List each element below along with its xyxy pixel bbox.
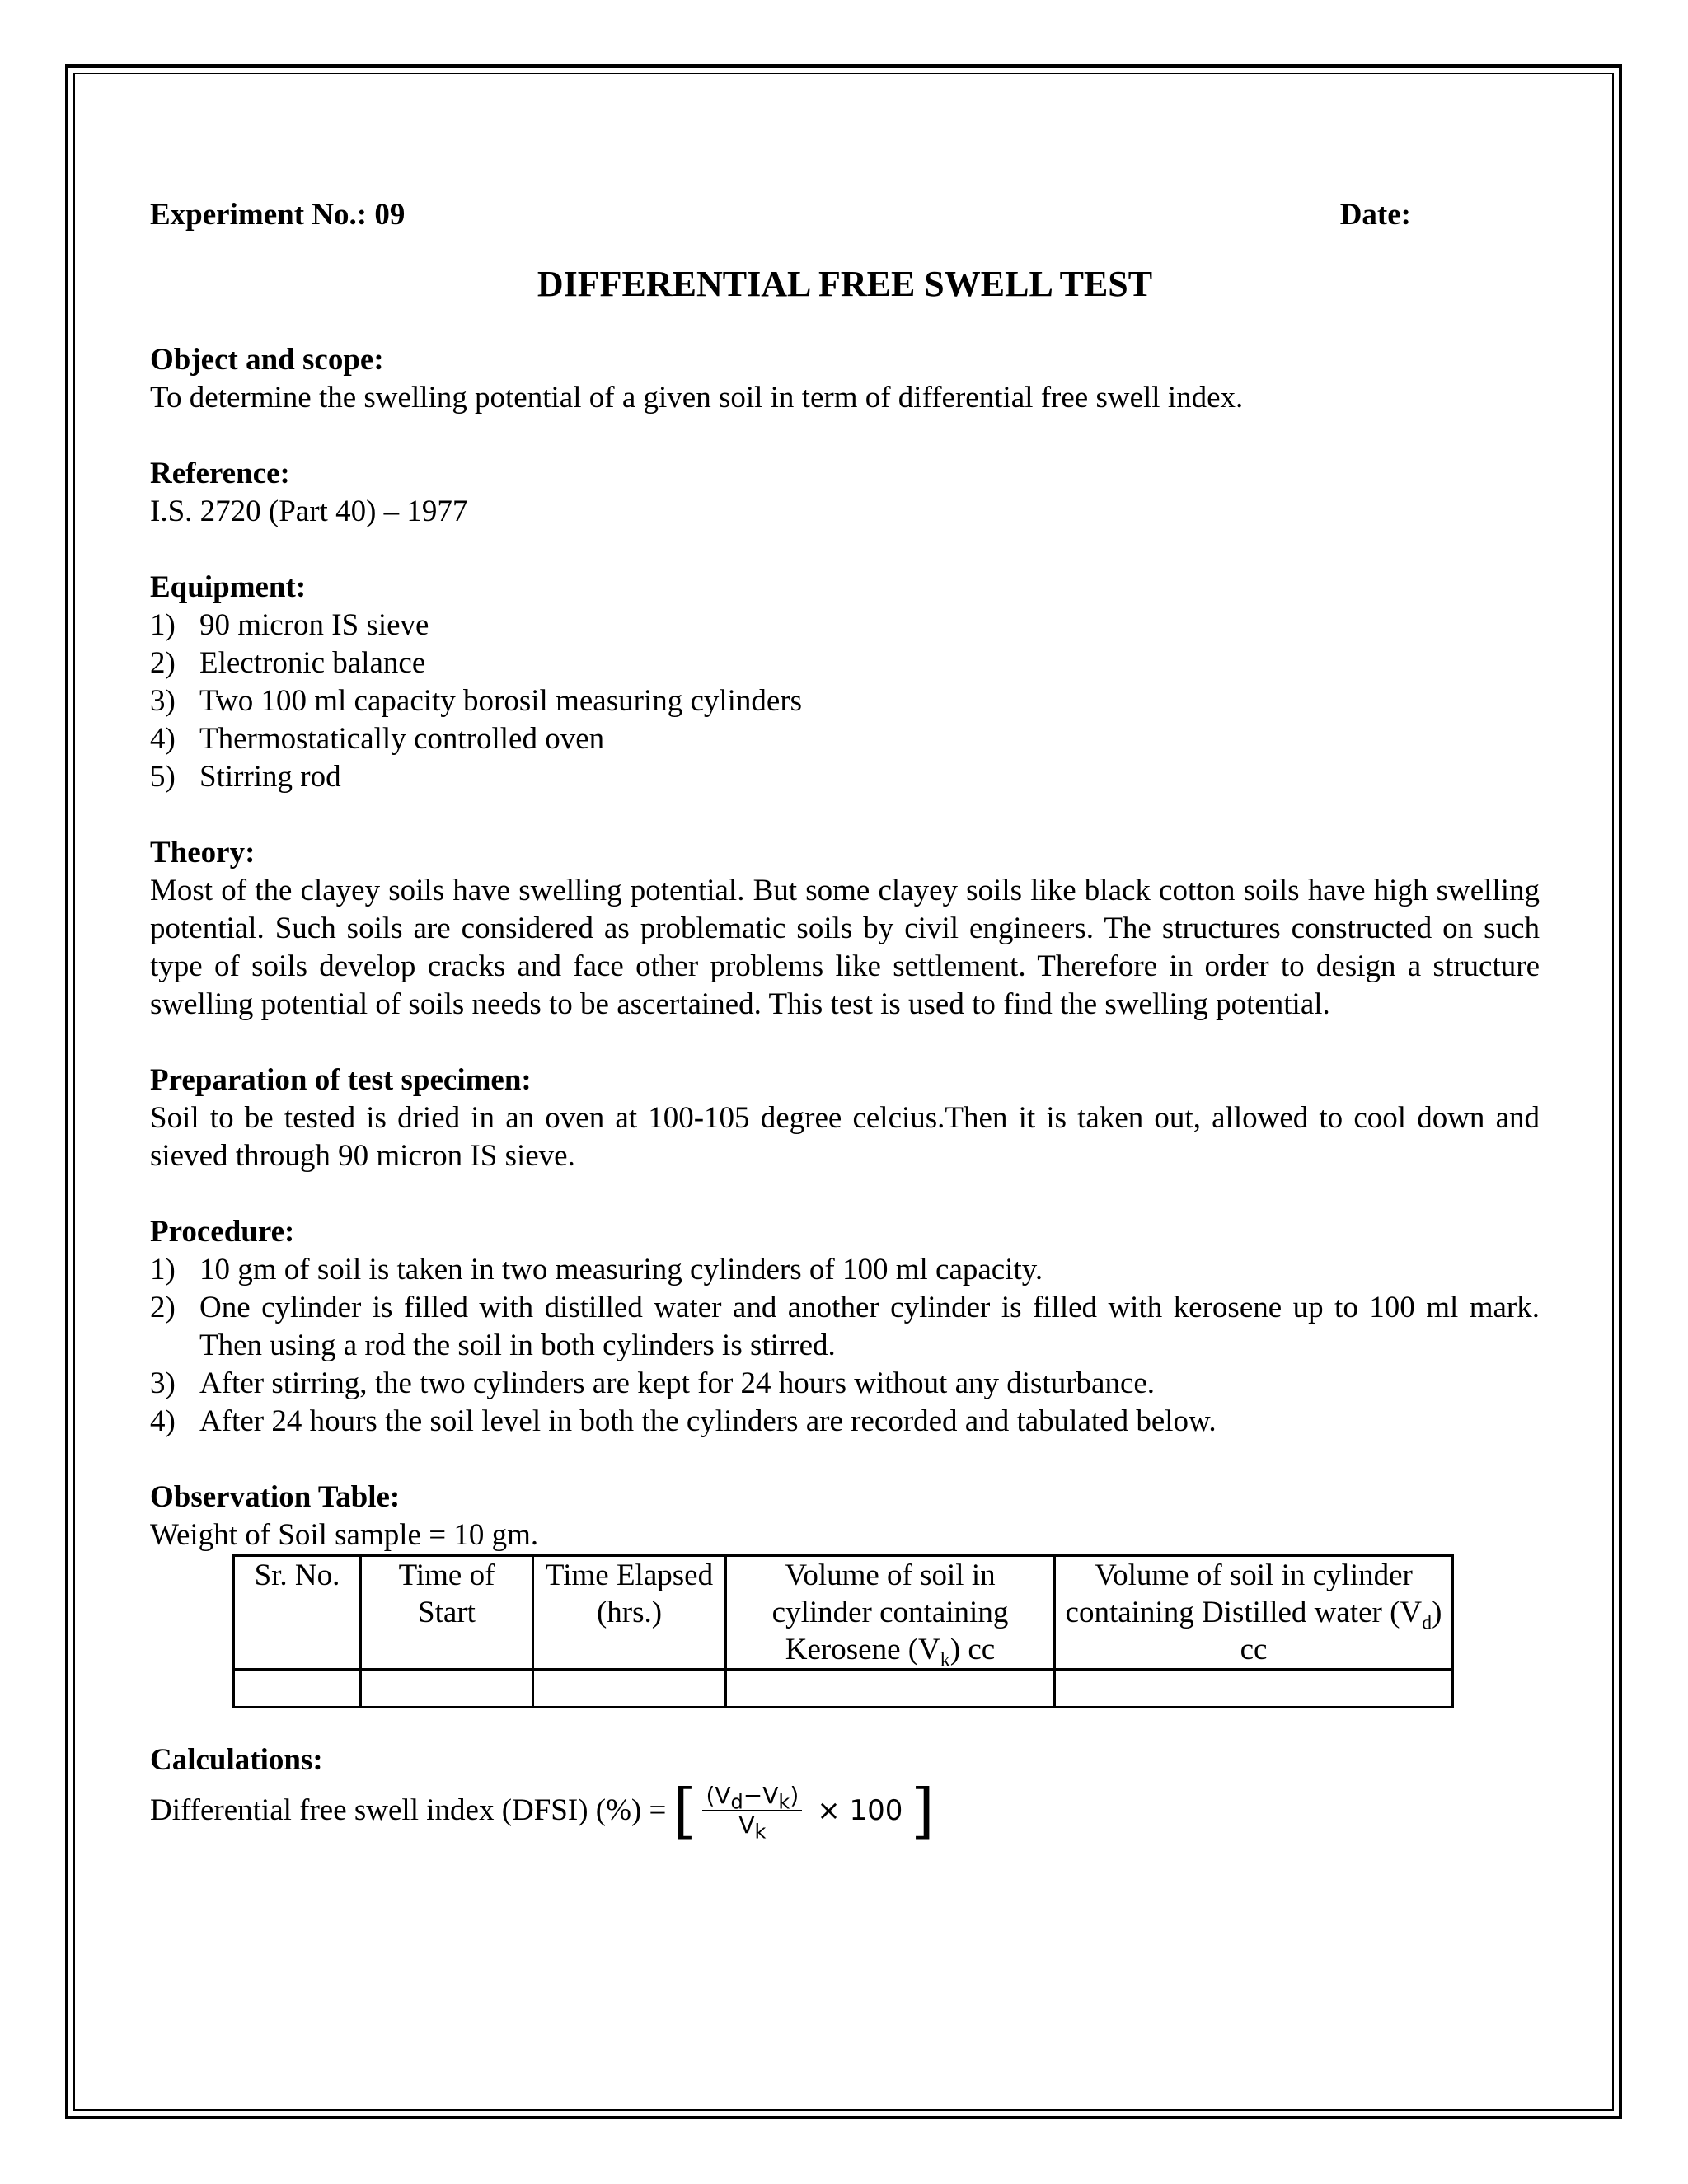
formula-part: −V — [743, 1782, 779, 1809]
table-cell[interactable] — [533, 1670, 726, 1708]
list-number: 4) — [150, 722, 176, 756]
table-cell[interactable] — [726, 1670, 1055, 1708]
subscript: k — [778, 1790, 790, 1814]
list-item — [150, 682, 1540, 720]
list-item — [150, 607, 1540, 644]
list-text: After 24 hours the soil level in both the cylinders are recorded and tabulated below. — [199, 1404, 1217, 1438]
equipment-section — [150, 569, 1540, 796]
preparation-section — [150, 1062, 1540, 1175]
list-text: After stirring, the two cylinders are kept for 24 hours without any disturbance. — [199, 1366, 1156, 1400]
list-number: 1) — [150, 1253, 176, 1286]
fraction-denominator — [738, 1811, 767, 1844]
column-header — [1055, 1556, 1453, 1670]
header-text: Volume of soil in cylinder containing Distilled water (V — [1065, 1558, 1423, 1629]
observation-table — [232, 1554, 1454, 1708]
theory-section — [150, 834, 1540, 1024]
table-cell[interactable] — [361, 1670, 533, 1708]
left-bracket: [ — [673, 1776, 696, 1845]
list-number: 2) — [150, 646, 176, 680]
procedure-heading: Procedure: — [150, 1215, 295, 1249]
table-cell[interactable] — [1055, 1670, 1453, 1708]
subscript: d — [1422, 1612, 1432, 1634]
formula-part: (V — [706, 1782, 731, 1809]
preparation-text: Soil to be tested is dried in an oven at 100-105 degree celcius.Then it is taken out, allowed to cool down and sieved through 90 micron IS sieve. — [150, 1101, 1540, 1173]
formula-label: Differential free swell index (DFSI) (%) = — [150, 1793, 667, 1827]
object-text: To determine the swelling potential of a given soil in term of differential free swell index. — [150, 381, 1244, 415]
table-row — [234, 1670, 1453, 1708]
column-header — [726, 1556, 1055, 1670]
column-header: Time of Start — [361, 1556, 533, 1670]
observation-section — [150, 1479, 1540, 1708]
list-number: 3) — [150, 1366, 176, 1400]
procedure-section — [150, 1213, 1540, 1441]
table-header-row — [234, 1556, 1453, 1670]
list-text: Thermostatically controlled oven — [199, 722, 605, 756]
header-text: Volume of soil in cylinder containing Kerosene (V — [771, 1558, 1009, 1666]
subscript: k — [754, 1820, 767, 1844]
header-row — [150, 196, 1411, 234]
calculations-heading: Calculations: — [150, 1743, 323, 1777]
subscript: d — [730, 1790, 743, 1814]
list-text: 10 gm of soil is taken in two measuring cylinders of 100 ml capacity. — [199, 1253, 1043, 1286]
multiply-term: × 100 — [817, 1794, 903, 1827]
list-number: 3) — [150, 684, 176, 718]
list-text: One cylinder is filled with distilled water and another cylinder is filled with kerosene up to 100 ml mark. Then using a rod the soil in both cylinders is stirred. — [199, 1291, 1540, 1362]
list-number: 1) — [150, 608, 176, 642]
observation-heading: Observation Table: — [150, 1480, 401, 1514]
header-text: ) cc — [1240, 1596, 1442, 1666]
table-cell[interactable] — [234, 1670, 361, 1708]
header-text: ) cc — [950, 1633, 996, 1666]
list-text: Stirring rod — [199, 760, 341, 794]
theory-text: Most of the clayey soils have swelling potential. But some clayey soils like black cotton soils have high swelling potential. Such soils are considered as problematic soils by civil engineers. The structures constructed on such type of soils develop cracks and face other problems like settlement. Therefore in order to design a structure swelling potential of soils needs to be ascertained. This test is used to find the swelling potential. — [150, 874, 1540, 1021]
column-header: Sr. No. — [234, 1556, 361, 1670]
reference-heading: Reference: — [150, 457, 290, 490]
list-item — [150, 1251, 1540, 1289]
dfsi-formula — [150, 1776, 1540, 1845]
list-number: 2) — [150, 1291, 176, 1324]
formula-part: V — [738, 1811, 755, 1839]
list-number: 5) — [150, 760, 176, 794]
document-body — [150, 196, 1540, 1878]
list-text: Two 100 ml capacity borosil measuring cylinders — [199, 684, 803, 718]
object-section — [150, 341, 1540, 417]
theory-heading: Theory: — [150, 836, 256, 869]
list-text: Electronic balance — [199, 646, 426, 680]
subscript: k — [940, 1649, 950, 1671]
list-text: 90 micron IS sieve — [199, 608, 429, 642]
column-header: Time Elapsed (hrs.) — [533, 1556, 726, 1670]
experiment-number: Experiment No.: 09 — [150, 198, 406, 232]
reference-section — [150, 455, 1540, 531]
preparation-heading: Preparation of test specimen: — [150, 1063, 532, 1097]
fraction-numerator — [702, 1782, 802, 1814]
right-bracket: ] — [911, 1776, 935, 1845]
document-title: DIFFERENTIAL FREE SWELL TEST — [537, 264, 1153, 304]
sample-weight: Weight of Soil sample = 10 gm. — [150, 1518, 539, 1552]
equipment-list — [150, 607, 1540, 796]
list-item — [150, 1365, 1540, 1403]
list-item — [150, 1289, 1540, 1365]
calculations-section — [150, 1741, 1540, 1845]
list-item — [150, 720, 1540, 758]
fraction — [702, 1782, 802, 1844]
date-label: Date: — [1339, 198, 1411, 232]
list-item — [150, 644, 1540, 682]
reference-text: I.S. 2720 (Part 40) – 1977 — [150, 494, 468, 528]
equipment-heading: Equipment: — [150, 570, 307, 604]
formula-part: ) — [790, 1782, 799, 1809]
list-item — [150, 1403, 1540, 1441]
object-heading: Object and scope: — [150, 343, 384, 377]
list-number: 4) — [150, 1404, 176, 1438]
procedure-list — [150, 1251, 1540, 1441]
list-item — [150, 758, 1540, 796]
